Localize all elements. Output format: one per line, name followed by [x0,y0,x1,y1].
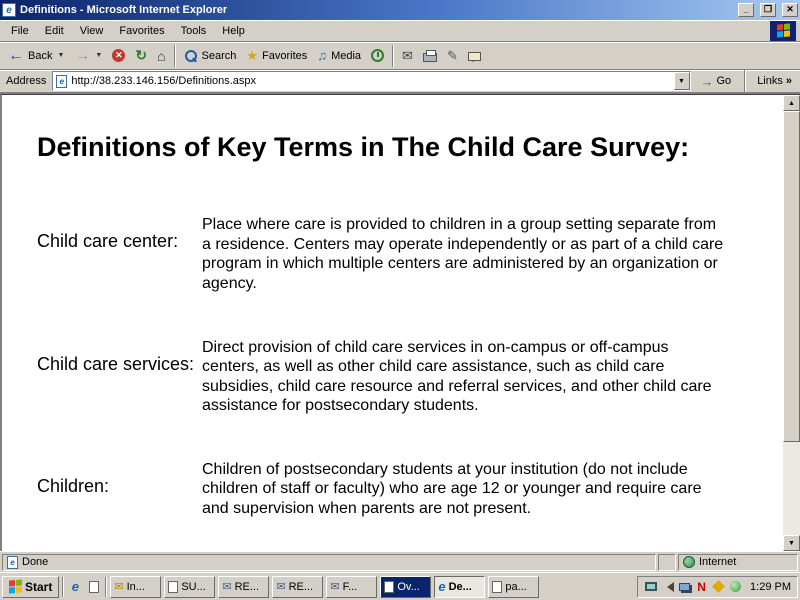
history-button[interactable] [366,44,389,68]
taskbar-clock[interactable]: 1:29 PM [750,580,791,593]
definition-row [37,460,743,519]
forward-button[interactable] [69,44,107,68]
envelope-icon: ✉ [276,581,286,593]
app-icon[interactable]: e [2,3,16,17]
volume-icon[interactable] [661,580,674,593]
security-zone-pane [678,554,798,571]
address-url[interactable]: http://38.233.146.156/Definitions.aspx [71,75,257,87]
address-input[interactable] [52,71,690,91]
stop-button[interactable] [107,44,130,68]
menu-view[interactable]: View [79,24,104,37]
go-label: Go [716,75,732,87]
page-icon: e [56,75,67,88]
toolbar-separator [392,45,394,67]
search-button[interactable] [179,44,242,68]
task-label: Ov... [397,580,420,593]
scroll-up-icon[interactable]: ▲ [783,95,800,111]
envelope-icon: ✉ [222,581,232,593]
taskbar-task-f[interactable] [326,576,377,598]
close-button[interactable]: ✕ [782,3,798,17]
definition-term: Child care center: [37,231,179,252]
history-icon [371,49,384,62]
address-label: Address [6,75,47,87]
scheduler-icon[interactable] [712,580,725,593]
go-button[interactable] [695,70,738,92]
network-icon[interactable] [678,580,691,593]
favorites-label: Favorites [262,49,308,62]
discuss-button[interactable] [463,44,486,68]
back-label: Back [28,49,53,62]
internet-zone-globe-icon [683,556,695,568]
search-icon [184,49,198,63]
document-icon [384,581,394,593]
task-label: RE... [234,580,260,593]
task-label: F... [342,580,358,593]
taskbar-task-re1[interactable] [218,576,269,598]
taskbar-task-su[interactable] [164,576,215,598]
taskbar-task-definitions-active[interactable] [434,576,485,598]
task-label: RE... [288,580,314,593]
vertical-scrollbar[interactable] [783,95,800,551]
task-label: pa... [505,580,527,593]
status-page-icon: e [7,556,18,569]
media-label: Media [331,49,362,62]
ie-e-icon: e [438,579,446,594]
favorites-star-icon: ★ [246,47,259,63]
quick-launch-desktop-icon[interactable] [86,579,102,595]
quick-launch-ie-icon[interactable] [67,579,83,595]
discuss-icon [468,52,481,61]
print-icon [423,53,437,62]
taskbar-divider [105,577,107,597]
toolbar-separator [174,45,176,67]
menu-favorites[interactable]: Favorites [119,24,165,37]
address-bar [0,70,800,94]
print-button[interactable] [418,44,442,68]
window-title: Definitions - Microsoft Internet Explorer [20,4,228,16]
links-label: Links [757,75,783,87]
system-tray [637,576,798,598]
taskbar-task-inbox[interactable] [110,576,161,598]
status-spacer-pane [658,554,676,571]
back-button[interactable] [3,44,69,68]
ie-e-icon: e [71,579,79,594]
task-label: In... [126,580,145,593]
scrollbar-thumb[interactable] [783,111,800,442]
go-arrow-icon: → [700,73,714,89]
edit-icon: ✎ [446,47,458,63]
home-icon: ⌂ [157,47,166,64]
title-bar [0,0,800,20]
media-icon: ♫ [317,48,328,63]
scroll-down-icon[interactable]: ▼ [783,535,800,551]
refresh-icon: ↻ [135,47,148,63]
definition-term: Children: [37,475,110,496]
envelope-icon: ✉ [114,581,124,593]
address-dropdown-button[interactable]: ▼ [674,72,690,90]
forward-icon: → [74,46,91,64]
minimize-button[interactable]: _ [738,3,754,17]
stop-icon: ✕ [112,49,125,62]
browser-viewport [0,94,800,551]
definition-row [37,215,743,293]
back-dropdown-icon[interactable]: ▼ [57,52,65,59]
back-icon: ← [8,46,24,64]
edit-button[interactable] [442,44,463,68]
favorites-button[interactable] [241,44,312,68]
envelope-icon: ✉ [330,581,340,593]
media-button[interactable] [312,44,366,68]
taskbar-task-re2[interactable] [272,576,323,598]
start-label: Start [25,579,53,594]
search-label: Search [201,49,237,62]
status-pane [2,554,656,571]
document-icon [168,581,178,593]
scrollbar-track[interactable] [783,111,800,535]
web-page [2,95,783,551]
toolbar-separator [744,70,746,92]
windows-flag-icon [777,23,790,37]
page-title: Definitions of Key Terms in The Child Care Survey: [37,132,690,162]
menu-file[interactable]: File [11,24,29,37]
taskbar-task-pa[interactable] [488,576,539,598]
menu-tools[interactable]: Tools [180,24,207,37]
definition-text: Children of postsecondary students at your institution (do not include children of staff or faculty) who are age 12 or younger and require care and supervision when parents are not present. [202,460,702,517]
zone-label: Internet [699,556,737,568]
refresh-button[interactable] [130,44,152,68]
menu-help[interactable]: Help [222,24,245,37]
definition-text: Place where care is provided to children in a group setting separate from a residence. Centers may operate independently or as part of a child care program in which multiple centers are administered by an organization or agency. [202,216,724,292]
task-label: De... [448,580,472,593]
status-orb-icon[interactable] [729,580,742,593]
status-text: Done [22,556,49,568]
start-button[interactable] [2,576,59,598]
links-toolbar[interactable] [753,75,796,87]
menu-bar [0,20,800,42]
definition-row [37,338,743,416]
menu-edit[interactable]: Edit [44,24,64,37]
windows-flag-icon [9,579,22,593]
norton-antivirus-icon[interactable]: N [697,579,706,594]
standard-toolbar [0,42,800,70]
taskbar-task-ov-highlighted[interactable] [380,576,431,598]
mail-icon: ✉ [402,47,413,63]
forward-dropdown-icon[interactable]: ▼ [95,52,103,59]
taskbar-divider [62,577,64,597]
task-label: SU... [181,580,206,593]
maximize-button[interactable]: ❐ [760,3,776,17]
ie-throbber-logo [770,21,796,41]
document-icon [492,581,502,593]
home-button[interactable] [152,44,170,68]
display-settings-icon[interactable] [644,580,657,593]
mail-button[interactable] [397,44,418,68]
definition-text: Direct provision of child care services in on-campus or off-campus centers, as well as other child care assistance, such as child care subsidies, child care resource and referral services, and other child care assistance for postsecondary students. [202,338,712,415]
definition-term: Child care services: [37,353,195,374]
links-chevron-icon[interactable]: » [785,75,792,87]
status-bar [0,551,800,572]
windows-taskbar [0,572,800,600]
document-icon [89,581,99,593]
